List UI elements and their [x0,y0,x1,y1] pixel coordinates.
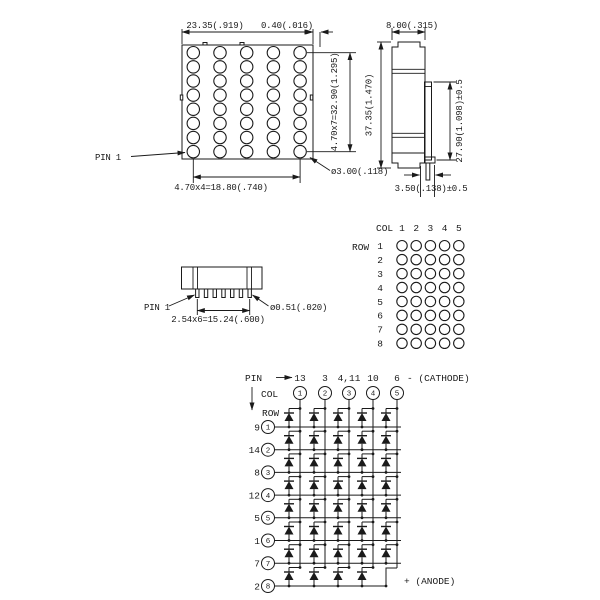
diode-triangle [382,413,391,421]
schematic-row-pin: 9 [254,422,260,434]
front-led-dot [241,131,253,143]
schematic-row-number: 5 [265,515,271,524]
diode-triangle [358,504,367,512]
front-led-dot [214,103,226,115]
diode-triangle [310,504,319,512]
junction-dot [348,498,351,501]
front-led-dot [294,75,306,87]
front-led-dot [187,131,199,143]
junction-dot [348,453,351,456]
grid-dot [425,254,435,264]
diode-triangle [358,549,367,557]
junction-dot [348,543,351,546]
front-led-dot [267,131,279,143]
front-led-dot [294,117,306,129]
diode-triangle [285,481,294,489]
junction-dot [385,426,388,429]
grid-col-number: 1 [399,223,405,234]
junction-dot [372,475,375,478]
schematic-col-pin: 6 [394,373,400,384]
grid-dot [454,324,464,334]
front-pin1-label: PIN 1 [95,153,122,163]
junction-dot [313,471,316,474]
grid-dot [454,296,464,306]
diode-triangle [285,436,294,444]
junction-dot [337,562,340,565]
front-led-dot [267,75,279,87]
front-body-outline [182,45,313,159]
bottom-pin [248,289,251,298]
front-led-dot [241,61,253,73]
bottom-pin [204,289,207,298]
grid-col-number: 5 [455,223,462,234]
grid-dot [454,310,464,320]
diode-triangle [310,436,319,444]
junction-dot [348,430,351,433]
grid-dot [411,338,421,348]
junction-dot [396,498,399,501]
junction-dot [385,494,388,497]
front-led-dot [294,89,306,101]
junction-dot [324,566,327,569]
grid-dot [425,310,435,320]
junction-dot [324,430,327,433]
diode-triangle [310,413,319,421]
dim-front-height: 4.70x7=32.90(1.295) [330,52,340,152]
diode-triangle [334,436,343,444]
junction-dot [337,448,340,451]
front-led-dot [241,145,253,157]
junction-dot [385,448,388,451]
junction-dot [299,498,302,501]
junction-dot [372,430,375,433]
grid-dot [439,324,449,334]
junction-dot [396,521,399,524]
junction-dot [288,426,291,429]
grid-dot [439,241,449,251]
schematic-matrix [249,373,404,593]
junction-dot [337,585,340,588]
diode-triangle [334,504,343,512]
schematic-col-pin: 4,11 [337,373,361,384]
junction-dot [385,562,388,565]
front-led-dot [214,47,226,59]
grid-dot [454,338,464,348]
diode-triangle [285,549,294,557]
diode-triangle [310,527,319,535]
grid-row-label: ROW [352,242,370,253]
grid-dot [425,241,435,251]
grid-dot [439,338,449,348]
grid-row-number: 4 [377,282,383,294]
junction-dot [313,562,316,565]
front-led-dot [294,103,306,115]
junction-dot [313,448,316,451]
front-led-dot [214,89,226,101]
grid-row-number: 1 [377,241,383,252]
grid-dot [425,338,435,348]
junction-dot [299,453,302,456]
bottom-pin [213,289,216,298]
diode-triangle [285,413,294,421]
mold-nub [310,95,313,100]
schematic-row-number: 8 [265,583,271,592]
diode-triangle [334,481,343,489]
front-led-dot [187,145,199,157]
schematic-col-number: 4 [370,390,376,399]
grid-dot [425,296,435,306]
front-led-dot [241,89,253,101]
grid-dot [397,324,407,334]
dim-front-offset: 0.40(.016) [260,21,314,31]
schematic-col-number: 2 [322,390,328,399]
bottom-pin1-label: PIN 1 [144,303,171,313]
leader-line [169,295,195,306]
grid-dot [411,282,421,292]
junction-dot [288,471,291,474]
grid-dot [397,282,407,292]
bottom-pin [196,289,199,298]
schematic-col-pin: 3 [322,373,328,384]
schematic-row-number: 2 [265,447,271,456]
junction-dot [324,543,327,546]
junction-dot [361,448,364,451]
grid-dot [425,282,435,292]
junction-dot [361,585,364,588]
junction-dot [299,521,302,524]
grid-dot [397,254,407,264]
junction-dot [348,521,351,524]
junction-dot [372,498,375,501]
junction-dot [288,585,291,588]
schematic-col-pin: 13 [294,373,306,384]
grid-row-number: 6 [377,310,383,322]
grid-dot [411,296,421,306]
schematic-col-number: 5 [394,390,400,399]
front-led-dot [214,131,226,143]
schematic-col-label: COL [261,389,279,400]
schematic-pin-label: PIN [245,373,263,384]
front-led-dot [267,117,279,129]
side-body-outline [392,42,425,168]
junction-dot [372,521,375,524]
front-led-dot [294,145,306,157]
front-led-dot [214,75,226,87]
side-pin [426,163,430,180]
diode-triangle [285,458,294,466]
leader-line [253,295,269,306]
junction-dot [372,566,375,569]
front-led-dot [241,47,253,59]
junction-dot [361,426,364,429]
grid-dot [454,282,464,292]
grid-col-number: 3 [427,223,434,234]
schematic-row-pin: 12 [248,490,260,502]
junction-dot [324,521,327,524]
junction-dot [337,426,340,429]
grid-dot [439,282,449,292]
junction-dot [324,475,327,478]
schematic-row-pin: 5 [254,513,260,525]
grid-dot [411,310,421,320]
grid-col-number: 4 [441,223,448,234]
front-led-dot [214,61,226,73]
anode-label: + (ANODE) [404,576,456,587]
junction-dot [385,539,388,542]
dim-side-height: 37.35(1.470) [364,73,375,137]
diode-triangle [285,527,294,535]
dim-front-col-pitch: 4.70x4=18.80(.740) [174,183,268,193]
grid-dot [439,296,449,306]
junction-dot [396,407,399,410]
junction-dot [313,494,316,497]
mold-nub [203,43,207,46]
front-led-dot [187,61,199,73]
grid-dot [454,254,464,264]
junction-dot [385,516,388,519]
junction-dot [324,498,327,501]
leader-line [131,153,185,157]
grid-dot [397,338,407,348]
front-led-dot [294,47,306,59]
front-led-dot [241,103,253,115]
front-led-dot [241,75,253,87]
junction-dot [385,471,388,474]
grid-dot [397,268,407,278]
junction-dot [288,448,291,451]
front-view [95,21,388,193]
grid-dots-and-numbers [377,223,464,350]
grid-dot [397,310,407,320]
grid-dot [454,241,464,251]
junction-dot [313,539,316,542]
junction-dot [324,407,327,410]
junction-dot [361,494,364,497]
front-led-dot [214,117,226,129]
junction-dot [361,471,364,474]
grid-row-number: 3 [377,268,383,280]
dim-pin-diameter: ø0.51(.020) [270,303,328,313]
grid-dot [411,254,421,264]
mold-nub [180,95,183,100]
junction-dot [288,562,291,565]
front-led-dot [267,103,279,115]
junction-dot [288,539,291,542]
diode-triangle [358,436,367,444]
junction-dot [337,516,340,519]
junction-dot [313,516,316,519]
junction-dot [396,543,399,546]
front-led-dot [187,117,199,129]
diode-triangle [358,413,367,421]
junction-dot [396,475,399,478]
dim-dot-diameter: ø3.00(.118) [331,167,389,177]
junction-dot [337,494,340,497]
junction-dot [396,453,399,456]
grid-col-number: 2 [413,223,420,234]
grid-dot [397,241,407,251]
front-led-dot [187,89,199,101]
diode-triangle [334,413,343,421]
pin-header-strip [425,82,432,160]
schematic-row-pin: 14 [248,445,260,456]
schematic-col-pin: 10 [367,373,379,384]
schematic-row-pin: 8 [254,467,260,479]
schematic-row-number: 1 [265,424,271,433]
schematic-row-pin: 1 [254,535,260,547]
schematic-row-pin: 7 [254,558,260,570]
diode-triangle [382,504,391,512]
front-led-dots [187,47,306,158]
bottom-pins [196,289,252,298]
grid-dot [425,324,435,334]
front-led-dot [187,103,199,115]
cathode-label: - (CATHODE) [407,373,470,384]
junction-dot [313,426,316,429]
junction-dot [299,430,302,433]
dim-pin-pitch: 2.54x6=15.24(.600) [171,315,265,325]
front-led-dot [267,61,279,73]
diode-triangle [382,527,391,535]
front-led-dot [267,89,279,101]
front-led-dot [267,47,279,59]
front-led-dot [187,75,199,87]
schematic [245,373,470,593]
diode-triangle [310,458,319,466]
grid-row-number: 7 [377,324,383,336]
grid-row-number: 2 [377,254,383,266]
diode-triangle [334,527,343,535]
diode-triangle [358,458,367,466]
diode-triangle [334,458,343,466]
junction-dot [288,516,291,519]
grid-dot [397,296,407,306]
dim-side-standoff: 3.50(.138)±0.5 [394,184,468,194]
bottom-pin [231,289,234,298]
schematic-row-number: 4 [265,492,271,501]
grid-dot [439,310,449,320]
junction-dot [299,407,302,410]
junction-dot [372,543,375,546]
diode-triangle [382,481,391,489]
front-led-dot [294,131,306,143]
bottom-view [144,267,327,325]
junction-dot [348,407,351,410]
bottom-pin [222,289,225,298]
grid-row-number: 8 [377,338,383,350]
schematic-col-number: 3 [346,390,352,399]
diode-triangle [310,549,319,557]
schematic-col-number: 1 [297,390,303,399]
junction-dot [348,475,351,478]
diode-triangle [358,481,367,489]
grid-dot [411,324,421,334]
leader-line [310,158,330,171]
junction-dot [385,585,388,588]
diode-triangle [382,458,391,466]
bottom-pin [239,289,242,298]
front-led-dot [267,145,279,157]
junction-dot [288,494,291,497]
grid-row-number: 5 [377,296,383,308]
junction-dot [348,566,351,569]
junction-dot [299,566,302,569]
grid-dot [439,254,449,264]
grid-dot [425,268,435,278]
grid-dot [454,268,464,278]
schematic-row-pin: 2 [254,581,260,593]
junction-dot [324,453,327,456]
schematic-row-number: 6 [265,538,271,547]
grid-dot [439,268,449,278]
mold-nub [240,43,244,46]
front-led-dot [214,145,226,157]
diode-triangle [334,549,343,557]
diode-triangle [382,436,391,444]
diode-triangle [285,572,294,580]
diode-triangle [334,572,343,580]
dim-front-width: 23.35(.919) [186,21,244,31]
bottom-body-outline [182,267,263,289]
junction-dot [299,475,302,478]
junction-dot [361,562,364,565]
junction-dot [396,430,399,433]
grid-dot [411,241,421,251]
diode-triangle [358,572,367,580]
junction-dot [313,585,316,588]
schematic-row-label: ROW [262,408,280,419]
dim-side-pin-section: 27.90(1.098)±0.5 [455,79,465,163]
junction-dot [361,539,364,542]
anode-connection-step [386,568,397,586]
junction-dot [299,543,302,546]
diode-triangle [310,572,319,580]
diode-triangle [358,527,367,535]
junction-dot [337,471,340,474]
junction-dot [372,407,375,410]
front-led-dot [294,61,306,73]
junction-dot [337,539,340,542]
grid-col-label: COL [376,223,394,234]
front-led-dot [241,117,253,129]
schematic-row-number: 7 [265,560,271,569]
dim-side-depth: 8.00(.315) [385,21,439,31]
front-led-dot [187,47,199,59]
dot-grid [352,223,464,350]
diode-triangle [382,549,391,557]
junction-dot [372,453,375,456]
grid-dot [411,268,421,278]
schematic-row-number: 3 [265,470,271,479]
junction-dot [361,516,364,519]
diode-triangle [285,504,294,512]
diode-triangle [310,481,319,489]
